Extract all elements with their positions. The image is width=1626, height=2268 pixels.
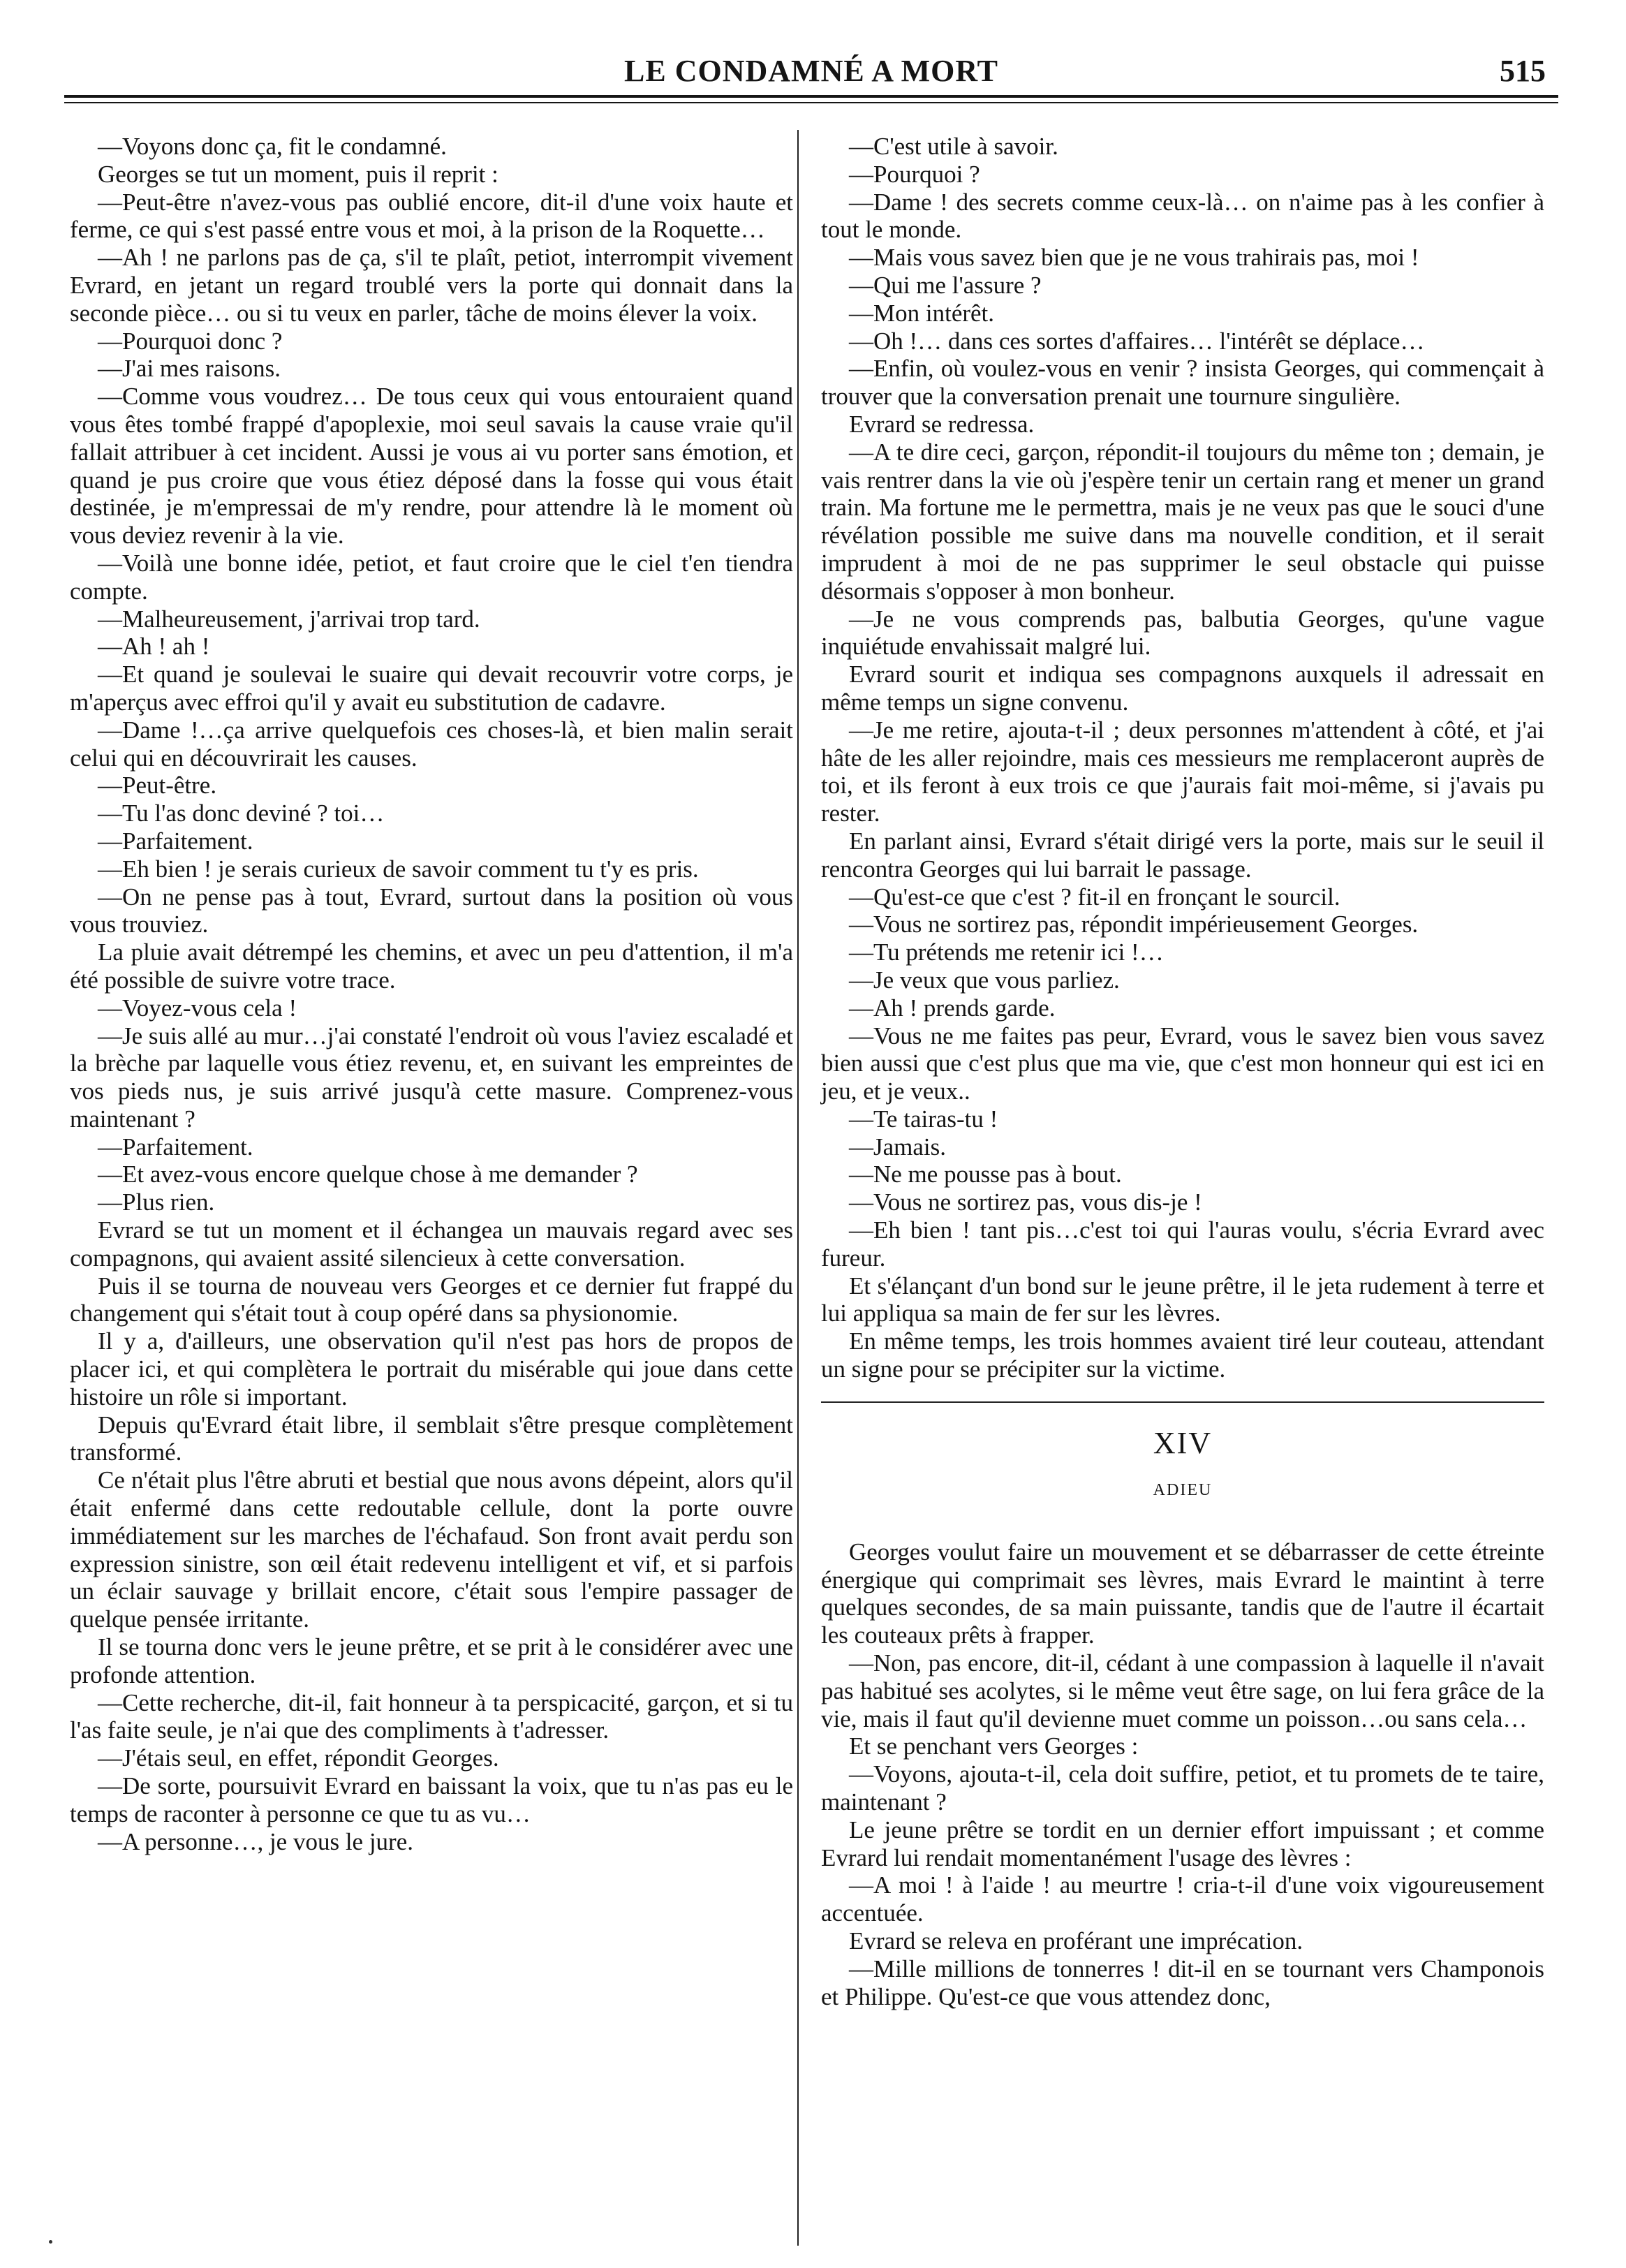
- paragraph: —Ah ! ne parlons pas de ça, s'il te plaît, petiot, interrompit vivement Evrard, en jetant un regard troublé vers la porte qui donnait dans la seconde pièce… ou si tu veux en parler, tâche de moins élever la voix.: [70, 244, 793, 327]
- paragraph: —Enfin, où voulez-vous en venir ? insista Georges, qui commençait à trouver que la conversation prenait une tournure singulière.: [821, 355, 1544, 411]
- paragraph: La pluie avait détrempé les chemins, et avec un peu d'attention, il m'a été possible de suivre votre trace.: [70, 938, 793, 994]
- paragraph: —Voyez-vous cela !: [98, 994, 297, 1022]
- paragraph: —Mais vous savez bien que je ne vous trahirais pas, moi !: [849, 244, 1419, 272]
- paragraph: —Et avez-vous encore quelque chose à me demander ?: [98, 1161, 638, 1188]
- header-rule-thin: [64, 102, 1558, 103]
- paragraph: —Malheureusement, j'arrivai trop tard.: [98, 605, 480, 633]
- paragraph: —Oh !… dans ces sortes d'affaires… l'intérêt se déplace…: [849, 327, 1425, 355]
- paragraph: —Tu prétends me retenir ici !…: [849, 938, 1164, 966]
- paragraph: Evrard se releva en proférant une imprécation.: [849, 1927, 1303, 1955]
- paragraph: En parlant ainsi, Evrard s'était dirigé vers la porte, mais sur le seuil il rencontra Georges qui lui barrait le passage.: [821, 827, 1544, 883]
- paragraph: Puis il se tourna de nouveau vers Georges et ce dernier fut frappé du changement qui s'était tout à coup opéré dans sa physionomie.: [70, 1272, 793, 1327]
- paragraph: —A moi ! à l'aide ! au meurtre ! cria-t-il d'une voix vigoureusement accentuée.: [821, 1871, 1544, 1927]
- paragraph: Le jeune prêtre se tordit en un dernier effort impuissant ; et comme Evrard lui rendait momentanément l'usage des lèvres :: [821, 1816, 1544, 1871]
- right-column: [821, 133, 1544, 2010]
- paragraph: —A te dire ceci, garçon, répondit-il toujours du même ton ; demain, je vais rentrer dans la vie où j'espère tenir un certain rang et mener un grand train. Ma fortune me le permettra, mais je ne veux pas que le souci d'une révélation possible me suive dans ma nouvelle condition, et il serait imprudent à moi de ne pas supprimer le seul obstacle qui puisse désormais s'opposer à mon bonheur.: [821, 438, 1544, 605]
- paragraph: —Dame ! des secrets comme ceux-là… on n'aime pas à les confier à tout le monde.: [821, 188, 1544, 244]
- paragraph: Depuis qu'Evrard était libre, il semblait s'être presque complètement transformé.: [70, 1411, 793, 1466]
- paragraph: —Voyons donc ça, fit le condamné.: [98, 133, 447, 160]
- running-title: LE CONDAMNÉ A MORT: [624, 54, 998, 88]
- paragraph: —Ah ! ah !: [98, 633, 210, 661]
- page-header: [64, 50, 1558, 99]
- paragraph: —Peut-être.: [98, 772, 217, 800]
- paragraph: Evrard se redressa.: [849, 410, 1035, 438]
- paragraph: —Parfaitement.: [98, 1133, 253, 1161]
- paragraph: —Ah ! prends garde.: [849, 994, 1056, 1022]
- paragraph: —On ne pense pas à tout, Evrard, surtout dans la position où vous vous trouviez.: [70, 883, 793, 938]
- paragraph: —Cette recherche, dit-il, fait honneur à ta perspicacité, garçon, et si tu l'as faite seule, je n'ai que des compliments à t'adresser.: [70, 1688, 793, 1744]
- paragraph: Ce n'était plus l'être abruti et bestial que nous avons dépeint, alors qu'il était enfermé dans cette redoutable cellule, dont la porte ouvre immédiatement sur les marches de l'échafaud. Son front avait perdu son expression sinistre, son œil était redevenu intelligent et vif, et si parfois un éclair sauvage y brillait encore, c'était sous l'empire passager de quelque pensée irritante.: [70, 1466, 793, 1633]
- chapter-numeral: XIV: [1153, 1425, 1213, 1460]
- paragraph: —C'est utile à savoir.: [849, 133, 1058, 160]
- margin-speck: [49, 2240, 52, 2244]
- paragraph: Et s'élançant d'un bond sur le jeune prêtre, il le jeta rudement à terre et lui appliqua sa main de fer sur les lèvres.: [821, 1272, 1544, 1327]
- paragraph: —J'étais seul, en effet, répondit Georges.: [98, 1744, 499, 1772]
- paragraph: —Plus rien.: [98, 1188, 215, 1216]
- paragraph: —Je me retire, ajouta-t-il ; deux personnes m'attendent à côté, et j'ai hâte de les aller rejoindre, mais ces messieurs me remplaceront auprès de toi, et ils feront à eux trois ce que j'aurais fait moi-même, si j'avais pu rester.: [821, 716, 1544, 827]
- paragraph: —Jamais.: [849, 1133, 947, 1161]
- paragraph: —Tu l'as donc deviné ? toi…: [98, 800, 385, 827]
- paragraph: —Je suis allé au mur…j'ai constaté l'endroit où vous l'aviez escaladé et la brèche par laquelle vous étiez revenu, et, en suivant les empreintes de vos pieds nus, je suis arrivé jusqu'à cette masure. Comprenez-vous maintenant ?: [70, 1022, 793, 1133]
- paragraph: Il y a, d'ailleurs, une observation qu'il n'est pas hors de propos de placer ici, et qui complètera le portrait du misérable qui joue dans cette histoire un rôle si important.: [70, 1327, 793, 1411]
- paragraph: —Qui me l'assure ?: [849, 271, 1042, 299]
- paragraph: —Mille millions de tonnerres ! dit-il en se tournant vers Champonois et Philippe. Qu'est-ce que vous attendez donc,: [821, 1954, 1544, 2010]
- paragraph: —J'ai mes raisons.: [98, 355, 281, 383]
- paragraph: —Et quand je soulevai le suaire qui devait recouvrir votre corps, je m'aperçus avec effroi qu'il y avait eu substitution de cadavre.: [70, 661, 793, 716]
- paragraph: —Parfaitement.: [98, 827, 253, 855]
- paragraph: —Dame !…ça arrive quelquefois ces choses-là, et bien malin serait celui qui en découvrirait les causes.: [70, 716, 793, 772]
- paragraph: —Qu'est-ce que c'est ? fit-il en fronçant le sourcil.: [849, 883, 1340, 911]
- right-column-text-after: [821, 1538, 1544, 2011]
- paragraph: —Voyons, ajouta-t-il, cela doit suffire, petiot, et tu promets de te taire, maintenant ?: [821, 1760, 1544, 1816]
- paragraph: Evrard se tut un moment et il échangea un mauvais regard avec ses compagnons, qui avaient assité silencieux à cette conversation.: [70, 1216, 793, 1272]
- column-divider: [797, 130, 799, 2246]
- paragraph: —Vous ne me faites pas peur, Evrard, vous le savez bien vous savez bien aussi que c'est plus que ma vie, que c'est mon honneur qui est ici en jeu, et je veux..: [821, 1022, 1544, 1105]
- left-column: [70, 133, 793, 1855]
- paragraph: Et se penchant vers Georges :: [849, 1732, 1139, 1760]
- paragraph: —Ne me pousse pas à bout.: [849, 1161, 1122, 1188]
- paragraph: —A personne…, je vous le jure.: [98, 1827, 413, 1855]
- paragraph: —Je ne vous comprends pas, balbutia Georges, qu'une vague inquiétude envahissait malgré lui.: [821, 605, 1544, 661]
- paragraph: —Pourquoi donc ?: [98, 327, 283, 355]
- paragraph: —Eh bien ! tant pis…c'est toi qui l'auras voulu, s'écria Evrard avec fureur.: [821, 1216, 1544, 1272]
- paragraph: —Non, pas encore, dit-il, cédant à une compassion à laquelle il n'avait pas habitué ses acolytes, si le même veut être sage, on lui fera grâce de la vie, mais il faut qu'il devienne muet comme un poisson…ou sans cela…: [821, 1649, 1544, 1732]
- chapter-title: ADIEU: [1153, 1480, 1213, 1499]
- paragraph: —Vous ne sortirez pas, vous dis-je !: [849, 1188, 1202, 1216]
- paragraph: —Mon intérêt.: [849, 299, 995, 327]
- paragraph: —De sorte, poursuivit Evrard en baissant la voix, que tu n'as pas eu le temps de raconter à personne ce que tu as vu…: [70, 1772, 793, 1827]
- paragraph: —Vous ne sortirez pas, répondit impérieusement Georges.: [849, 911, 1419, 938]
- paragraph: —Peut-être n'avez-vous pas oublié encore, dit-il d'une voix haute et ferme, ce qui s'est passé entre vous et moi, à la prison de la Roquette…: [70, 188, 793, 244]
- paragraph: —Eh bien ! je serais curieux de savoir comment tu t'y es pris.: [98, 855, 699, 883]
- paragraph: Georges se tut un moment, puis il reprit :: [98, 160, 498, 188]
- page-number: 515: [1500, 54, 1546, 88]
- paragraph: —Voilà une bonne idée, petiot, et faut croire que le ciel t'en tiendra compte.: [70, 549, 793, 605]
- paragraph: —Comme vous voudrez… De tous ceux qui vous entouraient quand vous êtes tombé frappé d'apoplexie, moi seul savais la cause vraie qu'il fallait attribuer à cet incident. Aussi je vous ai vu porter sans émotion, et quand je pus croire que vous étiez déposé dans la fosse qui vous était destinée, je m'empressai de m'y rendre, pour attendre là le moment où vous deviez revenir à la vie.: [70, 383, 793, 550]
- paragraph: Georges voulut faire un mouvement et se débarrasser de cette étreinte énergique qui comprimait ses lèvres, mais Evrard le maintint à terre quelques secondes, de sa main puissante, tandis que de l'autre il écartait les couteaux prêts à frapper.: [821, 1538, 1544, 1649]
- paragraph: —Pourquoi ?: [849, 160, 980, 188]
- header-rule-thick: [64, 95, 1558, 98]
- right-column-text-before: [821, 133, 1544, 1383]
- paragraph: —Te tairas-tu !: [849, 1105, 998, 1133]
- paragraph: Evrard sourit et indiqua ses compagnons auxquels il adressait en même temps un signe convenu.: [821, 661, 1544, 716]
- paragraph: En même temps, les trois hommes avaient tiré leur couteau, attendant un signe pour se précipiter sur la victime.: [821, 1327, 1544, 1383]
- paragraph: Il se tourna donc vers le jeune prêtre, et se prit à le considérer avec une profonde attention.: [70, 1633, 793, 1688]
- paragraph: —Je veux que vous parliez.: [849, 966, 1120, 994]
- chapter-rule: [821, 1401, 1544, 1403]
